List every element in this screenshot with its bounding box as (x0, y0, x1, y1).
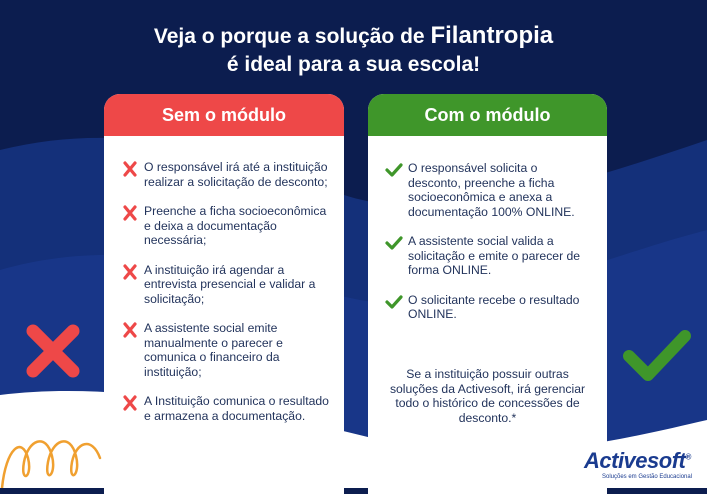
activesoft-logo (580, 446, 695, 486)
without-item (120, 321, 330, 379)
large-cross-icon (24, 322, 82, 380)
check-icon (384, 235, 404, 251)
logo-tagline: Soluções em Gestão Educacional (602, 474, 693, 480)
logo-wordmark: Activesoft® (584, 448, 691, 473)
without-item-text: A instituição irá agendar a entrevista presencial e validar a solicitação; (144, 262, 316, 306)
headline-line1 (0, 22, 707, 51)
with-module-title: Com o módulo (368, 94, 607, 136)
without-item-text: A Instituição comunica o resultado e armazena a documentação. (144, 394, 329, 423)
large-check-icon (621, 326, 693, 386)
cross-icon (120, 264, 140, 280)
headline-accent: Filantropia (430, 22, 554, 49)
with-item (384, 234, 593, 278)
with-item (384, 293, 593, 322)
with-module-card (368, 94, 607, 494)
without-module-card (104, 94, 344, 494)
without-item (120, 394, 330, 423)
with-module-list (368, 136, 607, 322)
without-item-text: O responsável irá até a instituição realizar a solicitação de desconto; (144, 160, 328, 189)
with-item-text: O solicitante recebe o resultado ONLINE. (408, 292, 580, 321)
check-icon (384, 294, 404, 310)
cross-icon (120, 161, 140, 177)
activesoft-note: Se a instituição possuir outras soluções da Activesoft, irá gerenciar todo o histórico de concessões de desconto.* (389, 367, 586, 425)
with-item-text: A assistente social valida a solicitação e emite o parecer de forma ONLINE. (408, 234, 581, 277)
check-icon (384, 162, 404, 178)
without-item-text: A assistente social emite manualmente o parecer e comunica o financeiro da instituição; (144, 321, 283, 379)
cross-icon (120, 395, 140, 411)
cross-icon (120, 205, 140, 221)
headline-line2: é ideal para a sua escola! (226, 53, 481, 76)
without-item-text: Preenche a ficha socioeconômica e deixa a documentação necessária; (144, 204, 327, 247)
headline-prefix: Veja o porque a solução de (153, 25, 431, 48)
cross-icon (120, 322, 140, 338)
decorative-squiggle (0, 418, 110, 488)
without-item (120, 204, 330, 248)
headline (0, 22, 707, 79)
without-item (120, 160, 330, 189)
without-module-list (104, 136, 344, 423)
with-item (384, 161, 593, 219)
with-item-text: O responsável solicita o desconto, preenche a ficha socioeconômica e anexa a documentação 100% ONLINE. (408, 161, 575, 219)
without-module-title: Sem o módulo (104, 94, 344, 136)
without-item (120, 263, 330, 307)
